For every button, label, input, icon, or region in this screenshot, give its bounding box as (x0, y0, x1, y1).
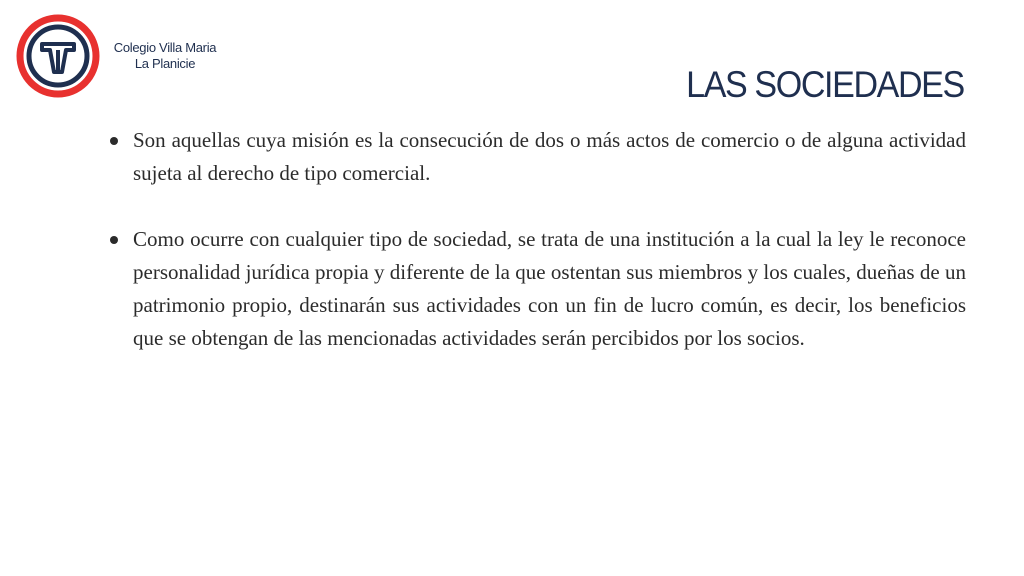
slide-title: LAS SOCIEDADES (686, 64, 964, 105)
bullet-list (110, 124, 966, 388)
school-name-line2: La Planicie (134, 56, 196, 71)
school-name (105, 40, 225, 72)
school-logo-icon (16, 14, 100, 98)
bullet-icon (110, 236, 118, 244)
bullet-icon (110, 137, 118, 145)
school-name-line1: Colegio Villa Maria (113, 40, 217, 55)
list-item (110, 124, 966, 190)
bullet-text: Como ocurre con cualquier tipo de sociedad, se trata de una institución a la cual la ley le reconoce personalidad jurídica propia y diferente de la que ostentan sus miembros y los cuales, dueñas de un patrimonio propio, destinarán sus actividades con un fin de lucro común, es decir, los beneficios que se obtengan de las mencionadas actividades serán percibidos por los socios. (133, 227, 966, 350)
list-item (110, 223, 966, 355)
bullet-text: Son aquellas cuya misión es la consecución de dos o más actos de comercio o de alguna actividad sujeta al derecho de tipo comercial. (133, 128, 966, 185)
